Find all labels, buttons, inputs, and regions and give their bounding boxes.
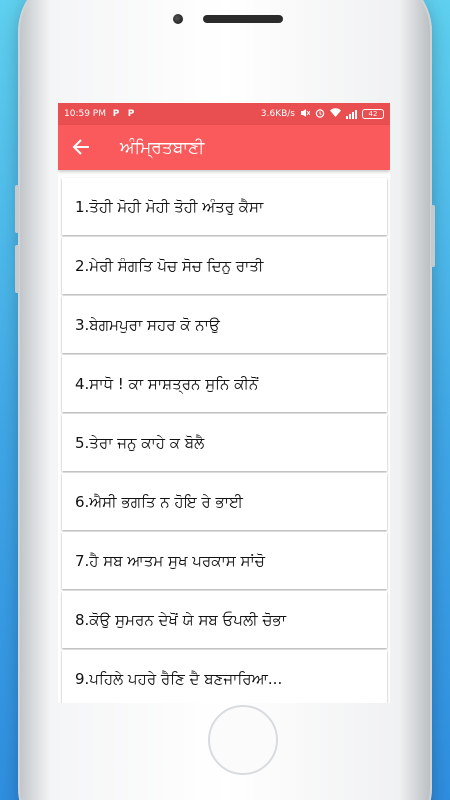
page-title: ਅੰਮ੍ਰਿਤਬਾਣੀ bbox=[120, 137, 205, 158]
status-bar bbox=[58, 103, 390, 125]
list-item[interactable]: 7.ਹੈ ਸਬ ਆਤਮ ਸੁਖ ਪਰਕਾਸ ਸਾਂਚੋ bbox=[62, 532, 387, 589]
notification-p-icon: P bbox=[127, 109, 135, 119]
notification-p-icon: P bbox=[112, 109, 120, 119]
list-item[interactable]: 5.ਤੇਰਾ ਜਨੁ ਕਾਹੇ ਕ ਬੋਲੈ bbox=[62, 414, 387, 471]
list-item[interactable]: 6.ਐਸੀ ਭਗਤਿ ਨ ਹੋਇ ਰੇ ਭਾਈ bbox=[62, 473, 387, 530]
list-item[interactable]: 3.ਬੇਗਮਪੁਰਾ ਸਹਰ ਕੋ ਨਾਉ bbox=[62, 296, 387, 353]
arrow-left-icon[interactable] bbox=[72, 138, 90, 158]
signal-icon bbox=[346, 110, 357, 119]
status-time: 10:59 PM bbox=[64, 109, 106, 119]
phone-screen bbox=[58, 103, 390, 703]
list-item[interactable]: 9.ਪਹਿਲੇ ਪਹਰੇ ਰੈਣਿ ਦੈ ਬਣਜਾਰਿਆ... bbox=[62, 650, 387, 703]
alarm-icon bbox=[315, 108, 325, 121]
list-item[interactable]: 4.ਸਾਧੋ ! ਕਾ ਸਾਸ਼ਤ੍ਰਨ ਸੁਨਿ ਕੀਨੋਂ bbox=[62, 355, 387, 412]
volume-button bbox=[15, 185, 19, 233]
network-speed: 3.6KB/s bbox=[260, 109, 295, 119]
app-bar bbox=[58, 125, 390, 170]
volume-button bbox=[15, 245, 19, 293]
home-button[interactable] bbox=[208, 705, 278, 775]
mute-icon bbox=[300, 108, 310, 121]
battery-icon: 42 bbox=[362, 109, 384, 119]
shabad-list bbox=[58, 170, 390, 703]
list-item[interactable]: 8.ਕੋਉ ਸੁਮਰਨ ਦੇਖੋਂ ਯੇ ਸਬ ਓਪਲੀ ਚੋਭਾ bbox=[62, 591, 387, 648]
power-button bbox=[431, 205, 435, 267]
wifi-icon bbox=[330, 108, 341, 120]
earpiece-speaker bbox=[203, 15, 283, 23]
list-item[interactable]: 1.ਤੋਹੀ ਮੋਹੀ ਮੋਹੀ ਤੋਹੀ ਅੰਤਰੁ ਕੈਸਾ bbox=[62, 178, 387, 235]
list-item[interactable]: 2.ਮੇਰੀ ਸੰਗਤਿ ਪੋਚ ਸੋਚ ਦਿਨੁ ਰਾਤੀ bbox=[62, 237, 387, 294]
front-camera bbox=[173, 14, 183, 24]
